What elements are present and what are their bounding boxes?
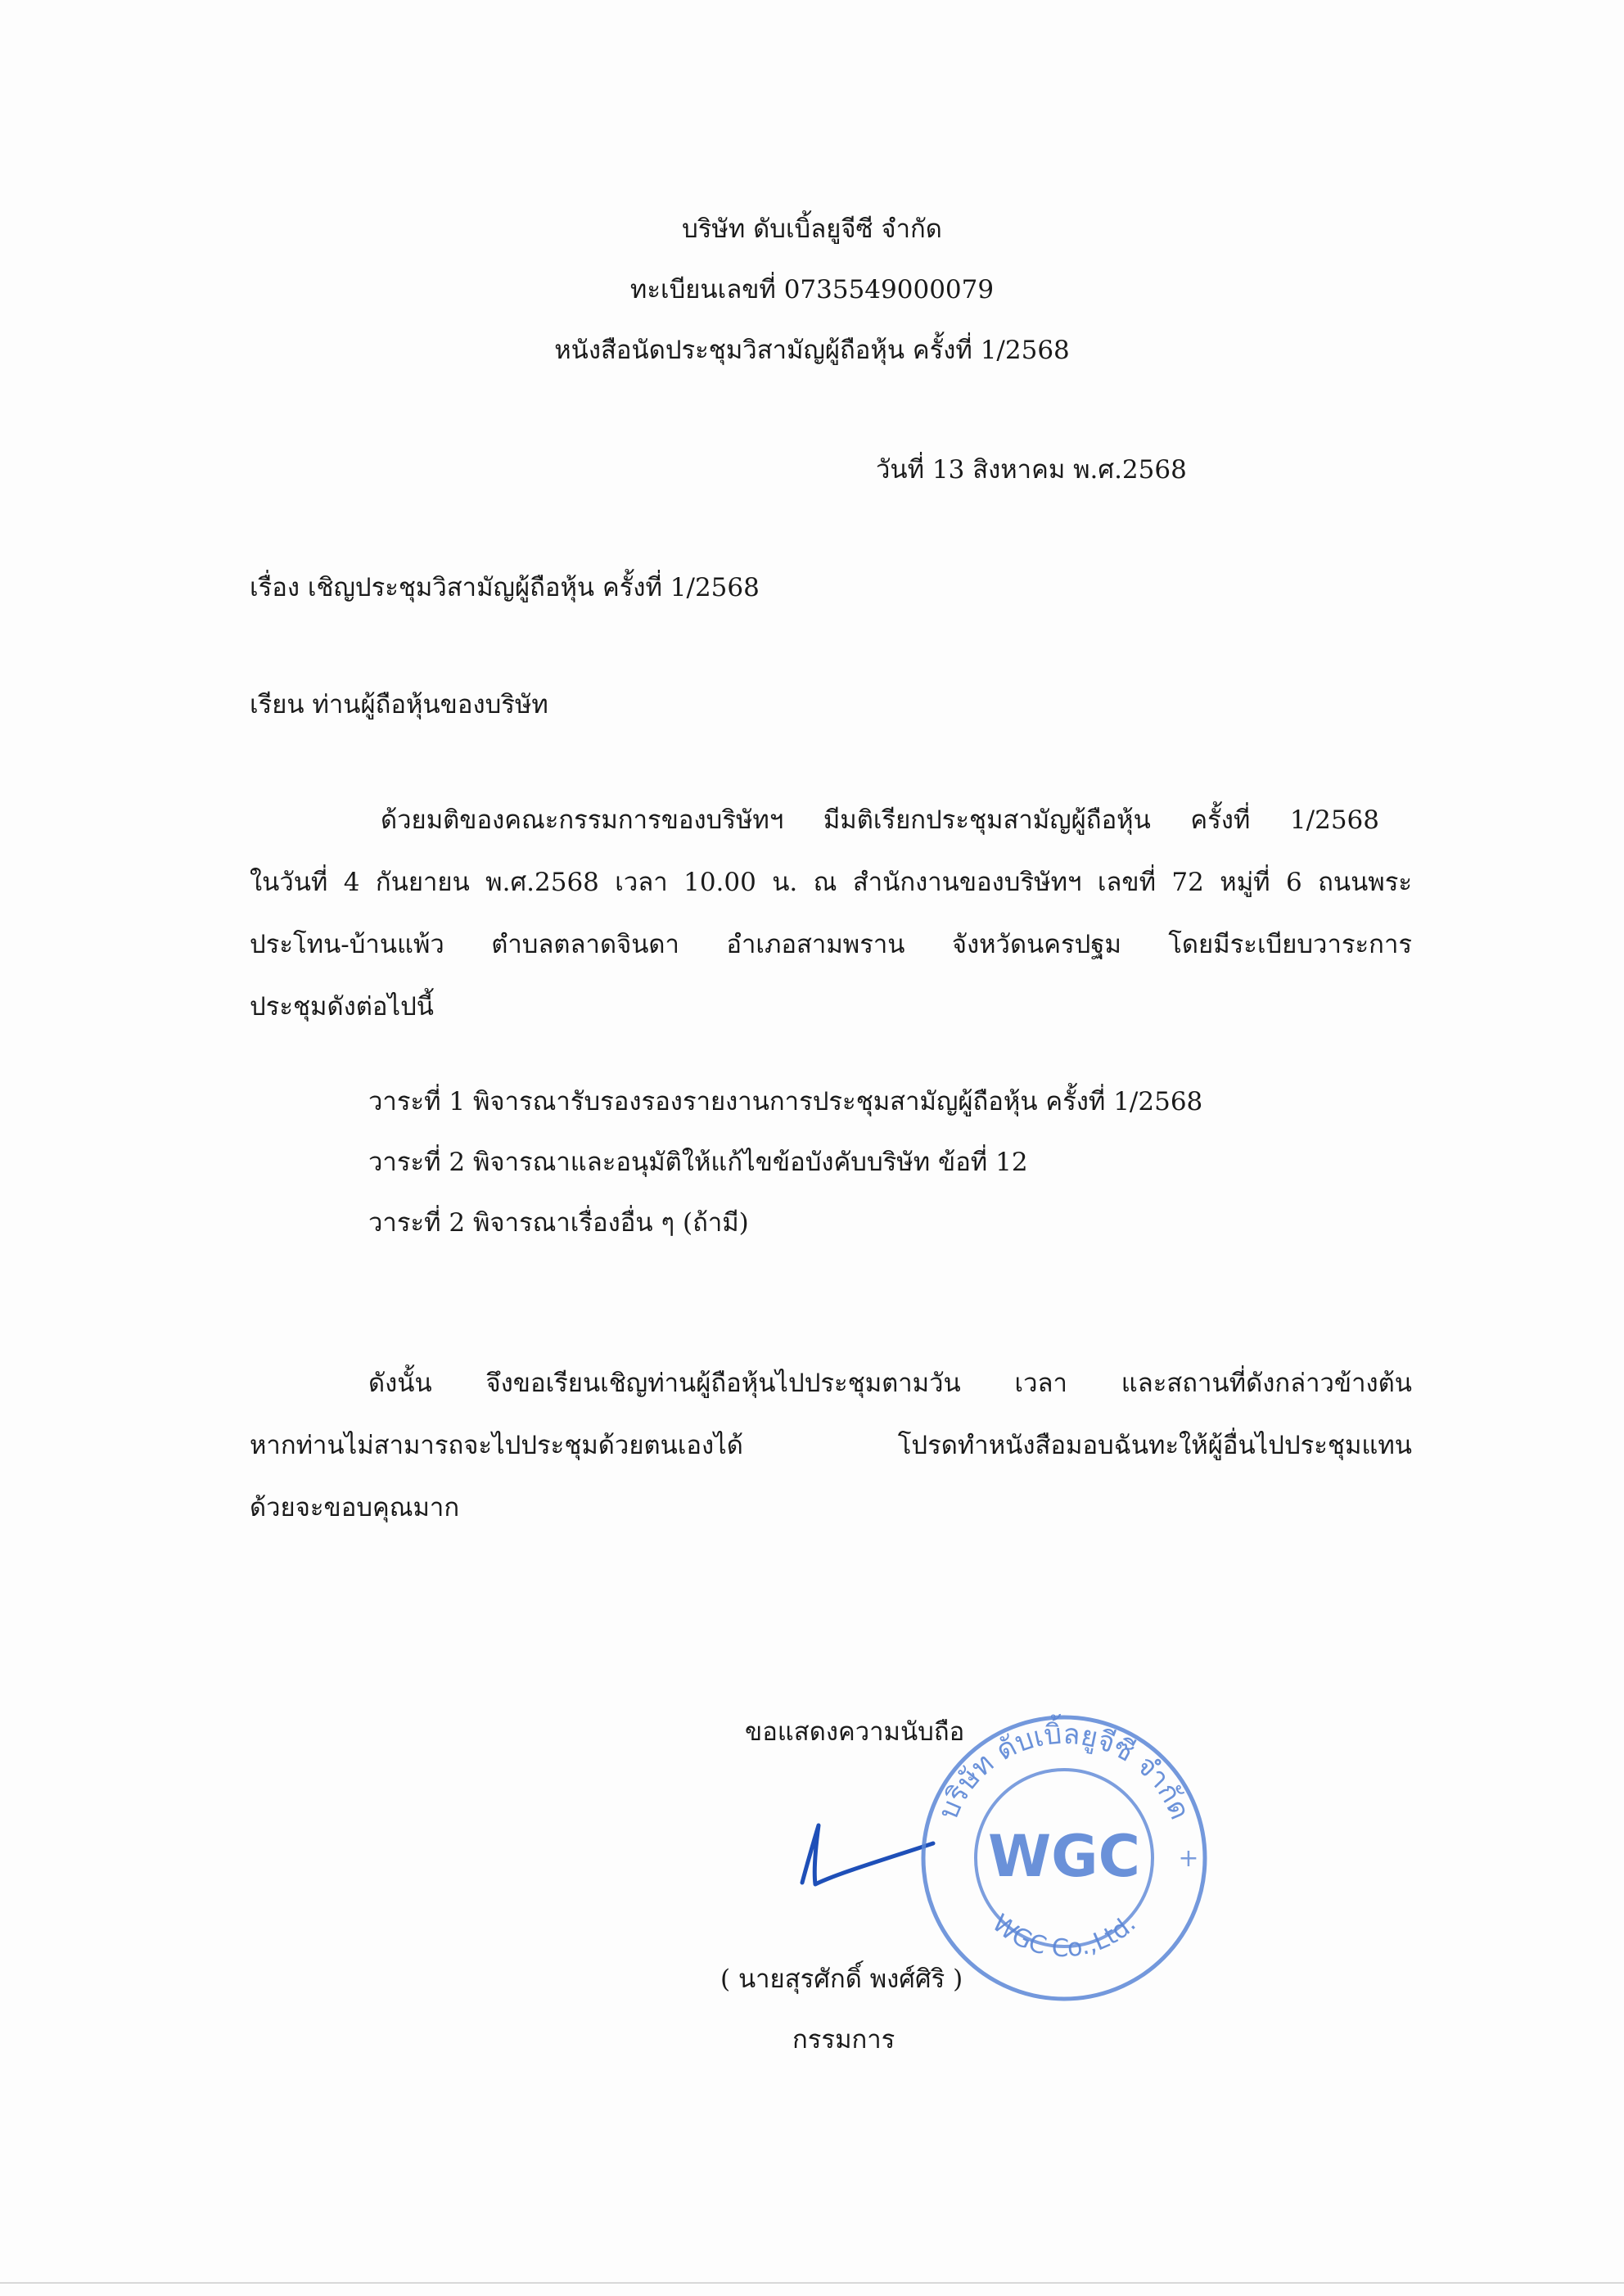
registration-number: ทะเบียนเลขที่ 0735549000079	[629, 275, 995, 304]
signer-title: กรรมการ	[792, 2025, 895, 2055]
closing-line: ด้วยจะขอบคุณมาก	[250, 1493, 460, 1522]
body-line: ในวันที่ 4 กันยายน พ.ศ.2568 เวลา 10.00 น. ณ สำนักงานของบริษัทฯ เลขที่ 72 หมู่ที่ 6 ถนนพระ	[250, 868, 1412, 897]
agenda-item: วาระที่ 2 พิจารณาเรื่องอื่น ๆ (ถ้ามี)	[368, 1208, 749, 1238]
closing-line: หากท่านไม่สามารถจะไปประชุมด้วยตนเองได้ โปรดทำหนังสือมอบฉันทะให้ผู้อื่นไปประชุมแทน	[250, 1431, 1412, 1460]
subject-line: เรื่อง เชิญประชุมวิสามัญผู้ถือหุ้น ครั้งที่ 1/2568	[250, 573, 760, 602]
stamp-center-text: WGC	[987, 1823, 1141, 1890]
body-line: ประโทน-บ้านแพ้ว ตำบลตลาดจินดา อำเภอสามพราน จังหวัดนครปฐม โดยมีระเบียบวาระการ	[250, 930, 1412, 959]
closing-greeting: ขอแสดงความนับถือ	[745, 1717, 965, 1747]
agenda-item: วาระที่ 1 พิจารณารับรองรองรายงานการประชุมสามัญผู้ถือหุ้น ครั้งที่ 1/2568	[368, 1087, 1203, 1116]
company-name: บริษัท ดับเบิ้ลยูจีซี จำกัด	[682, 214, 942, 244]
letter-date: วันที่ 13 สิงหาคม พ.ศ.2568	[876, 455, 1187, 485]
body-line: ประชุมดังต่อไปนี้	[250, 992, 434, 1022]
signer-name: ( นายสุรศักดิ์ พงศ์ศิริ )	[720, 1964, 963, 1994]
stamp-ring-top-text: บริษัท ดับเบิ้ลยูจีซี จำกัด	[932, 1717, 1197, 1825]
agenda-item: วาระที่ 2 พิจารณาและอนุมัติให้แก้ไขข้อบังคับบริษัท ข้อที่ 12	[368, 1148, 1028, 1177]
recipient-line: เรียน ท่านผู้ถือหุ้นของบริษัท	[250, 690, 548, 719]
stamp-ring-bottom-text: WGC Co.,Ltd.	[986, 1909, 1142, 1964]
notice-title: หนังสือนัดประชุมวิสามัญผู้ถือหุ้น ครั้งที่ 1/2568	[554, 336, 1070, 365]
body-line: ด้วยมติของคณะกรรมการของบริษัทฯ มีมติเรียกประชุมสามัญผู้ถือหุ้น ครั้งที่ 1/2568	[381, 805, 1379, 835]
stamp-star-icon: +	[1178, 1844, 1199, 1873]
closing-line: ดังนั้น จึงขอเรียนเชิญท่านผู้ถือหุ้นไปประชุมตามวัน เวลา และสถานที่ดังกล่าวข้างต้น	[368, 1369, 1412, 1398]
scan-edge-line	[0, 2282, 1624, 2284]
